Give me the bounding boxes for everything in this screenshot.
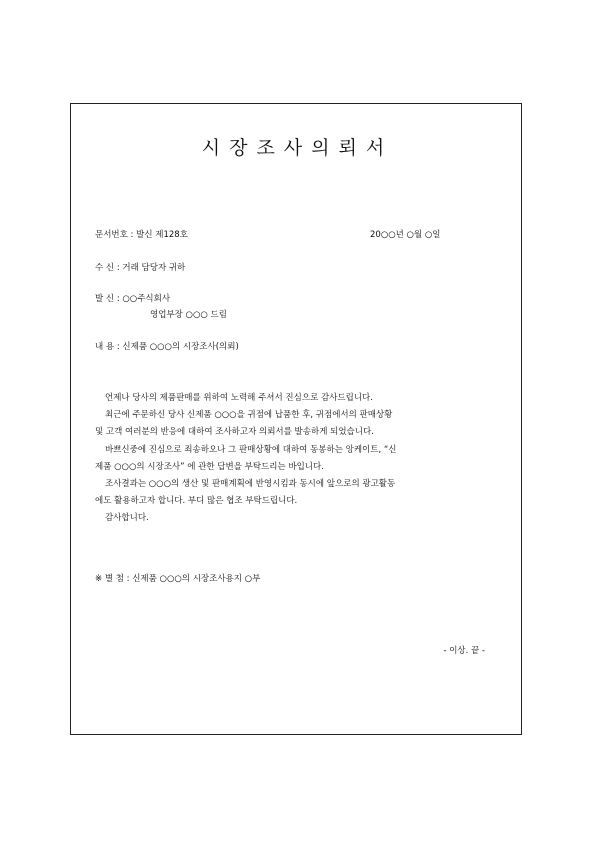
body-line: 최근에 주문하신 당사 신제품 ○○○을 귀점에 납품한 후, 귀점에서의 판매상황: [105, 410, 393, 421]
document-title: 시장조사의뢰서: [201, 137, 394, 159]
body-line: 에도 활용하고자 합니다. 부디 많은 협조 부탁드립니다.: [95, 496, 298, 507]
recipient-line: 수 신 : 거래 담당자 귀하: [95, 263, 186, 273]
body-line: 바쁘신중에 진심으로 죄송하오나 그 판매상황에 대하여 동봉하는 앙케이트, “신: [105, 444, 397, 455]
body-line: 감사합니다.: [105, 513, 149, 524]
doc-number: 문서번호 : 발신 제128호: [95, 230, 188, 240]
body-line: 제품 ○○○의 시장조사” 에 관한 답변을 부탁드리는 바입니다.: [95, 461, 324, 472]
sender-line-2: 영업부장 ○○○ 드림: [150, 310, 227, 320]
body-line: 조사결과는 ○○○의 생산 및 판매계획에 반영시킴과 동시에 앞으로의 광고활동: [105, 479, 396, 490]
body-text: [95, 390, 495, 528]
sender-line-1: 발 신 : ○○주식회사: [95, 294, 171, 304]
subject-line: 내 용 : 신제품 ○○○의 시장조사(의뢰): [95, 342, 239, 352]
closing-mark: - 이상. 끝 -: [443, 646, 485, 656]
body-line: 언제나 당사의 제품판매를 위하여 노력해 주셔서 진심으로 감사드립니다.: [105, 393, 373, 403]
body-line: 및 고객 여러분의 반응에 대하여 조사하고자 의뢰서를 발송하게 되었습니다.: [95, 427, 374, 438]
doc-date: 20○○년 ○월 ○일: [370, 230, 441, 240]
attachment-line: ※ 별 첨 : 신제품 ○○○의 시장조사용지 ○부: [95, 574, 261, 584]
